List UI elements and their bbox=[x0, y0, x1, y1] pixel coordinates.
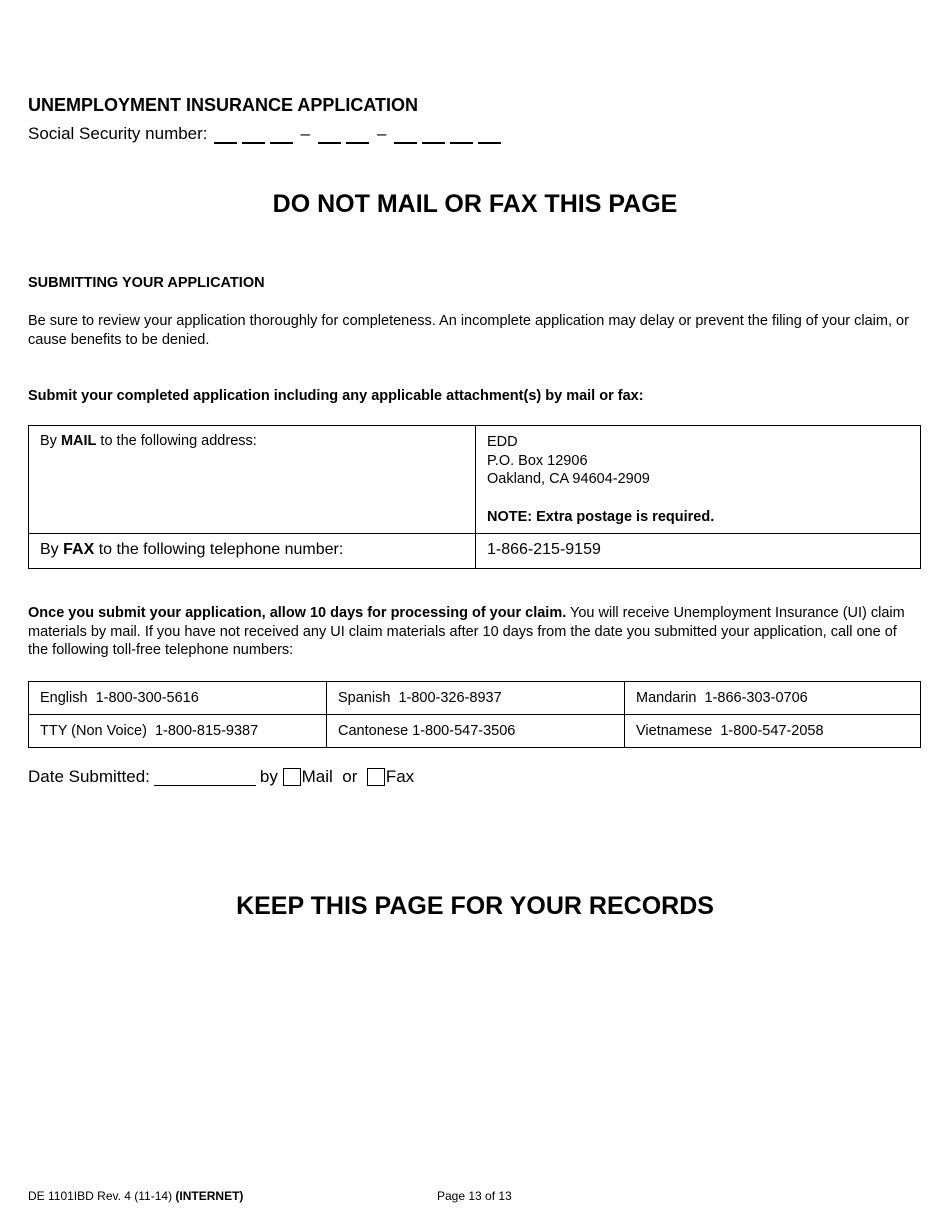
review-paragraph: Be sure to review your application thoroughly for completeness. An incomplete application may delay or prevent the filing of your claim, or cause benefits to be denied. bbox=[28, 313, 909, 348]
mail-prefix: By bbox=[40, 433, 61, 449]
phone-mandarin: Mandarin 1-866-303-0706 bbox=[625, 682, 921, 715]
mailing-address-cell bbox=[476, 426, 921, 534]
ssn-digit-blank[interactable] bbox=[242, 128, 265, 144]
processing-bold: Once you submit your application, allow 10 days for processing of your claim. bbox=[28, 605, 567, 621]
phone-numbers-table bbox=[28, 681, 921, 748]
form-title: UNEMPLOYMENT INSURANCE APPLICATION bbox=[28, 95, 419, 115]
processing-rest: You will receive Unemployment Insurance (UI) claim materials by mail. If you have not received any UI claim materials after 10 days from the date you submitted your application, call one of the following toll-free telephone numbers: bbox=[28, 605, 905, 658]
submission-methods-table bbox=[28, 425, 921, 569]
table-row bbox=[29, 682, 921, 715]
ssn-digit-blank[interactable] bbox=[394, 128, 417, 144]
processing-paragraph bbox=[28, 604, 918, 660]
fax-number: 1-866-215-9159 bbox=[476, 534, 921, 569]
form-id-footer bbox=[28, 1189, 243, 1203]
fax-suffix: to the following telephone number: bbox=[94, 541, 344, 558]
fax-row bbox=[29, 534, 921, 569]
by-label: by bbox=[259, 767, 278, 786]
form-id: DE 1101IBD Rev. 4 (11-14) bbox=[28, 1189, 176, 1203]
ssn-digit-blank[interactable] bbox=[318, 128, 341, 144]
mail-checkbox-label: Mail bbox=[301, 767, 333, 786]
do-not-mail-heading: DO NOT MAIL OR FAX THIS PAGE bbox=[272, 190, 678, 218]
ssn-separator: – bbox=[377, 124, 387, 143]
page-number: Page 13 of 13 bbox=[437, 1189, 512, 1203]
address-line: EDD bbox=[487, 434, 518, 450]
phone-vietnamese: Vietnamese 1-800-547-2058 bbox=[625, 715, 921, 748]
table-row bbox=[29, 715, 921, 748]
fax-prefix: By bbox=[40, 541, 64, 558]
phone-english: English 1-800-300-5616 bbox=[29, 682, 327, 715]
form-type: (INTERNET) bbox=[175, 1189, 244, 1203]
ssn-digit-blank[interactable] bbox=[346, 128, 369, 144]
mail-checkbox[interactable] bbox=[283, 768, 301, 786]
fax-method-cell bbox=[29, 534, 476, 569]
phone-tty: TTY (Non Voice) 1-800-815-9387 bbox=[29, 715, 327, 748]
address-line: Oakland, CA 94604-2909 bbox=[487, 471, 650, 487]
postage-note: NOTE: Extra postage is required. bbox=[487, 508, 715, 525]
or-label: or bbox=[342, 767, 358, 786]
submit-instruction: Submit your completed application including any applicable attachment(s) by mail or fax: bbox=[28, 388, 644, 404]
ssn-digit-blank[interactable] bbox=[214, 128, 237, 144]
mail-suffix: to the following address: bbox=[96, 433, 257, 449]
phone-spanish: Spanish 1-800-326-8937 bbox=[327, 682, 625, 715]
ssn-separator: – bbox=[300, 124, 310, 143]
mail-row bbox=[29, 426, 921, 534]
ssn-digit-blank[interactable] bbox=[270, 128, 293, 144]
phone-cantonese: Cantonese 1-800-547-3506 bbox=[327, 715, 625, 748]
date-submitted-field[interactable] bbox=[154, 769, 256, 786]
mail-method: MAIL bbox=[60, 433, 97, 449]
ssn-digit-blank[interactable] bbox=[478, 128, 501, 144]
date-submitted-label: Date Submitted: bbox=[28, 767, 150, 786]
mail-method-cell bbox=[29, 426, 476, 534]
ssn-label: Social Security number: bbox=[28, 124, 208, 143]
fax-checkbox[interactable] bbox=[367, 768, 385, 786]
keep-records-heading: KEEP THIS PAGE FOR YOUR RECORDS bbox=[236, 892, 714, 920]
fax-checkbox-label: Fax bbox=[385, 767, 415, 786]
fax-method: FAX bbox=[63, 541, 95, 558]
date-submitted-line bbox=[28, 767, 414, 787]
ssn-line bbox=[28, 124, 506, 144]
ssn-digit-blank[interactable] bbox=[450, 128, 473, 144]
ssn-digit-blank[interactable] bbox=[422, 128, 445, 144]
section-title: SUBMITTING YOUR APPLICATION bbox=[28, 275, 265, 291]
address-line: P.O. Box 12906 bbox=[487, 452, 588, 469]
